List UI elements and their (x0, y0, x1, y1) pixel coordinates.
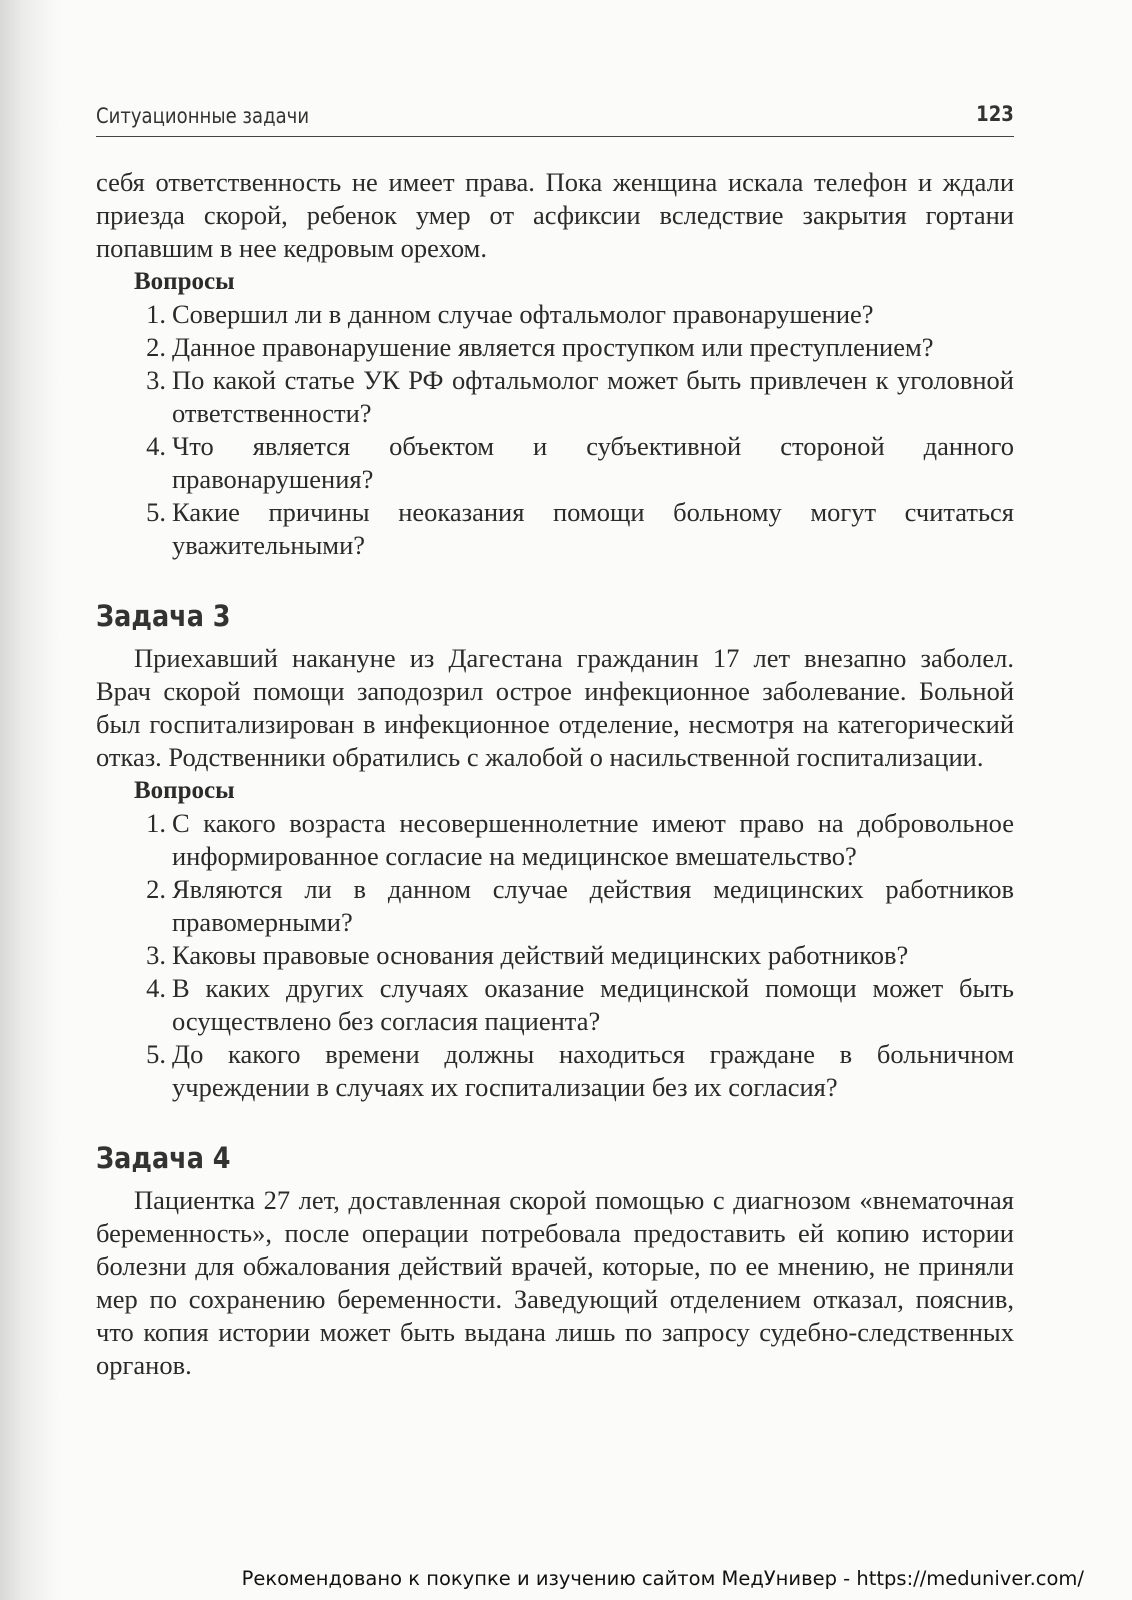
question-number: 1. (146, 299, 166, 329)
question-item (96, 873, 1014, 939)
question-text: До какого времени должны находиться граждане в больничном учреждении в случаях их госпитализации без их согласия? (172, 1039, 1014, 1102)
task-4-title: Задача 4 (96, 1141, 231, 1175)
page-number: 123 (976, 102, 1014, 126)
question-item (96, 364, 1014, 430)
question-item (96, 939, 1014, 972)
question-number: 4. (146, 973, 166, 1003)
question-item (96, 331, 1014, 364)
question-text: С какого возраста несовершеннолетние имеют право на добровольное информированное согласие на медицинское вмешательство? (172, 808, 1014, 871)
question-number: 3. (146, 940, 166, 970)
question-text: Каковы правовые основания действий медицинских работников? (172, 940, 909, 970)
question-number: 5. (146, 497, 166, 527)
running-head (96, 100, 1014, 137)
question-item (96, 1038, 1014, 1104)
page-content (96, 166, 1014, 1382)
question-text: Данное правонарушение является проступком или преступлением? (172, 332, 934, 362)
task-3-title: Задача 3 (96, 599, 231, 633)
question-item (96, 807, 1014, 873)
question-number: 5. (146, 1039, 166, 1069)
question-item (96, 430, 1014, 496)
footer-recommendation: Рекомендовано к покупке и изучению сайтом МедУнивер - https://meduniver.com/ (241, 1567, 1084, 1590)
question-text: Являются ли в данном случае действия медицинских работников правомерными? (172, 874, 1014, 937)
question-item (96, 496, 1014, 562)
question-number: 3. (146, 365, 166, 395)
question-number: 2. (146, 332, 166, 362)
questions-list (96, 807, 1014, 1104)
task-3-paragraph: Приехавший накануне из Дагестана гражданин 17 лет внезапно заболел. Врач скорой помощи заподозрил острое инфекционное заболевание. Больной был госпитализирован в инфекционное отделение, несмотря на категорический отказ. Родственники обратились с жалобой о насильственной госпитализации. (96, 643, 1014, 772)
binding-shadow (0, 0, 60, 1600)
question-item (96, 972, 1014, 1038)
task-4-paragraph: Пациентка 27 лет, доставленная скорой помощью с диагнозом «внематочная беременность», после операции потребовала предоставить ей копию истории болезни для обжалования действий врачей, которые, по ее мнению, не приняли мер по сохранению беременности. Заведующий отделением отказал, пояснив, что копия истории может быть выдана лишь по запросу судебно-следственных органов. (96, 1185, 1014, 1380)
running-head-title: Ситуационные задачи (96, 104, 310, 128)
questions-heading: Вопросы (134, 777, 235, 804)
intro-paragraph: себя ответственность не имеет права. Пока женщина искала телефон и ждали приезда скорой, ребенок умер от асфиксии вследствие закрытия гортани попавшим в нее кедровым орехом. (96, 167, 1014, 263)
question-text: Что является объектом и субъективной стороной данного правонарушения? (172, 431, 1014, 494)
question-text: Какие причины неоказания помощи больному могут считаться уважительными? (172, 497, 1014, 560)
questions-heading: Вопросы (134, 268, 235, 295)
question-text: По какой статье УК РФ офтальмолог может быть привлечен к уголовной ответственности? (172, 365, 1014, 428)
question-text: В каких других случаях оказание медицинской помощи может быть осуществлено без согласия пациента? (172, 973, 1014, 1036)
question-text: Совершил ли в данном случае офтальмолог правонарушение? (172, 299, 874, 329)
question-item (96, 298, 1014, 331)
question-number: 2. (146, 874, 166, 904)
questions-list (96, 298, 1014, 562)
question-number: 1. (146, 808, 166, 838)
question-number: 4. (146, 431, 166, 461)
